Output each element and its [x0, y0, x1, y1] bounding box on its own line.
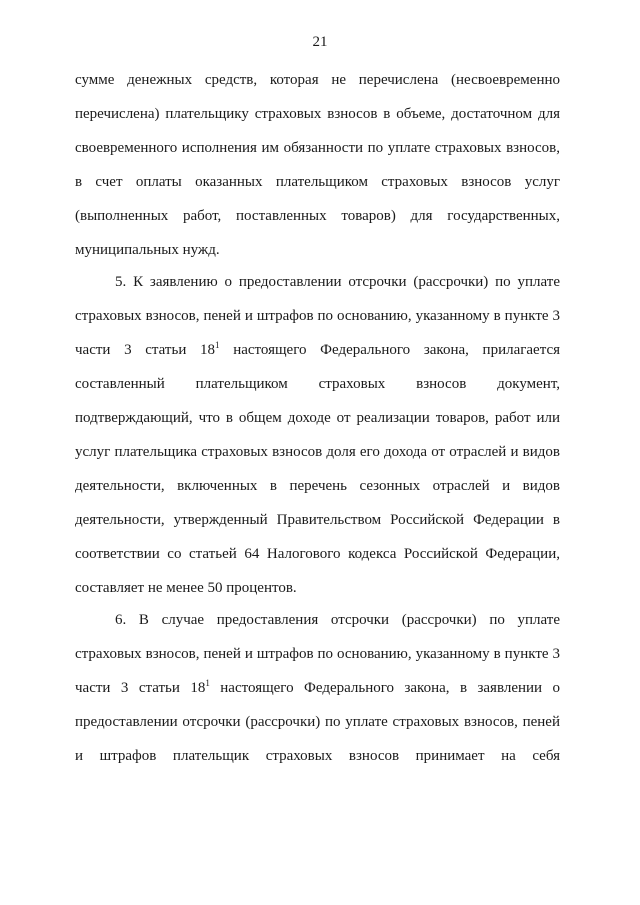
superscript: 1: [215, 340, 220, 350]
text-line: составляет не менее 50 процентов.: [75, 580, 297, 596]
text-line: в счет оплаты оказанных плательщиком страховых взносов услуг: [75, 174, 560, 190]
text-line: деятельности, включенных в перечень сезонных отраслей и видов: [75, 478, 560, 494]
superscript: 1: [205, 678, 210, 688]
text-line: составленный плательщиком страховых взносов документ,: [75, 376, 560, 392]
page-number: 21: [312, 34, 328, 50]
text-line: своевременного исполнения им обязанности по уплате страховых взносов,: [75, 140, 560, 156]
paragraph-5-first-line: 5. К заявлению о предоставлении отсрочки (рассрочки) по уплате: [115, 274, 560, 290]
text-line: деятельности, утвержденный Правительством Российской Федерации в: [75, 512, 560, 528]
text-line: (выполненных работ, поставленных товаров) для государственных,: [75, 208, 560, 224]
text-line: предоставлении отсрочки (рассрочки) по уплате страховых взносов, пеней: [75, 714, 560, 730]
text-line: сумме денежных средств, которая не перечислена (несвоевременно: [75, 72, 560, 88]
text-line: страховых взносов, пеней и штрафов по основанию, указанному в пункте 3: [75, 646, 560, 662]
text-line-with-superscript: части 3 статьи $18^1$ настоящего Федерального закона, прилагается: [75, 340, 561, 358]
text-line: услуг плательщика страховых взносов доля его дохода от отраслей и видов: [75, 444, 560, 460]
text-line: перечислена) плательщику страховых взносов в объеме, достаточном для: [75, 106, 560, 122]
text-line: и штрафов плательщик страховых взносов принимает на себя: [75, 748, 560, 764]
text-line: муниципальных нужд.: [75, 242, 220, 258]
text-line: соответствии со статьей 64 Налогового кодекса Российской Федерации,: [75, 546, 560, 562]
text-line: подтверждающий, что в общем доходе от реализации товаров, работ или: [75, 410, 560, 426]
text-line-with-superscript: части 3 статьи $18^1$ настоящего Федерального закона, в заявлении о: [75, 678, 560, 696]
text-line: страховых взносов, пеней и штрафов по основанию, указанному в пункте 3: [75, 308, 560, 324]
paragraph-6-first-line: 6. В случае предоставления отсрочки (рассрочки) по уплате: [115, 612, 560, 628]
